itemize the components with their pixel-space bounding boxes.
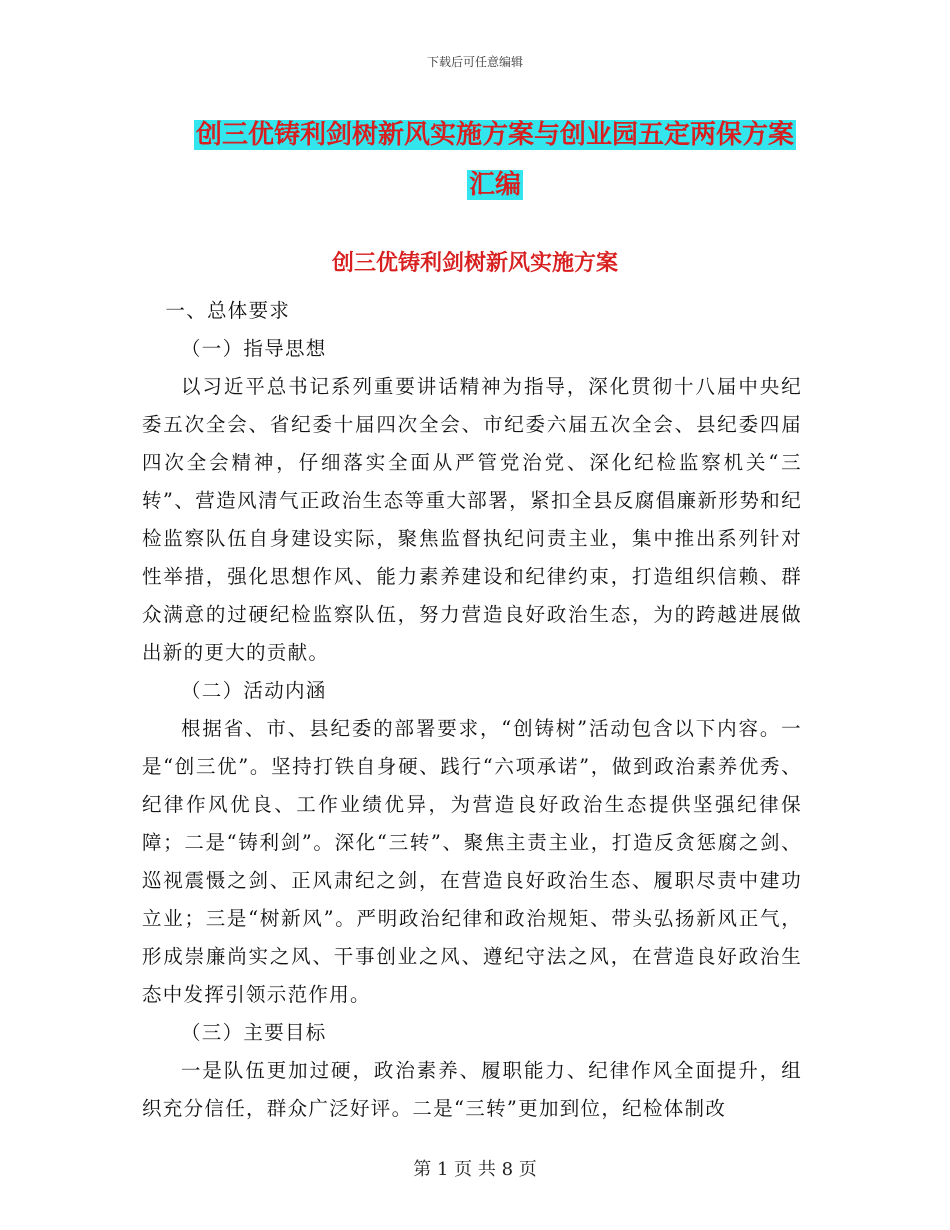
header-note: 下载后可任意编辑 — [426, 55, 523, 69]
paragraph-guiding-ideology: 以习近平总书记系列重要讲话精神为指导，深化贯彻十八届中央纪委五次全会、省纪委十届四次全会、市纪委六届五次全会、县纪委四届四次全会精神，仔细落实全面从严管党治党、深化纪检监察机关“三转”、营造风清气正政治生态等重大部署，紧扣全县反腐倡廉新形势和纪检监察队伍自身建设实际，聚焦监督执纪问责主业，集中推出系列针对性举措，强化思想作风、能力素养建设和纪律约束，打造组织信赖、群众满意的过硬纪检监察队伍，努力营造良好政治生态，为的跨越进展做出新的更大的贡献。 — [142, 375, 802, 664]
subheading-activity-content: （二）活动内涵 — [181, 679, 327, 702]
document-title — [180, 110, 810, 210]
paragraph-main-goals: 一是队伍更加过硬，政治素养、履职能力、纪律作风全面提升，组织充分信任，群众广泛好评。二是“三转”更加到位，纪检体制改 — [142, 1059, 802, 1120]
paragraph-activity-content: 根据省、市、县纪委的部署要求，“创铸树”活动包含以下内容。一是“创三优”。坚持打铁自身硬、践行“六项承诺”，做到政治素养优秀、纪律作风优良、工作业绩优异，为营造良好政治生态提供坚强纪律保障；二是“铸利剑”。深化“三转”、聚焦主责主业，打造反贪惩腐之剑、巡视震慑之剑、正风肃纪之剑，在营造良好政治生态、履职尽责中建功立业；三是“树新风”。严明政治纪律和政治规矩、带头弘扬新风正气，形成崇廉尚实之风、干事创业之风、遵纪守法之风，在营造良好政治生态中发挥引领示范作用。 — [142, 717, 802, 1006]
heading-general-requirements: 一、总体要求 — [165, 299, 291, 322]
document-title-line-2: 汇编 — [468, 170, 521, 200]
document-title-line-1: 创三优铸利剑树新风实施方案与创业园五定两保方案 — [195, 120, 794, 150]
subheading-main-goals: （三）主要目标 — [181, 1021, 327, 1044]
section-title: 创三优铸利剑树新风实施方案 — [331, 251, 618, 276]
subheading-guiding-ideology: （一）指导思想 — [181, 337, 327, 360]
page-footer: 第 1 页 共 8 页 — [413, 1159, 537, 1180]
document-body — [142, 292, 802, 1128]
